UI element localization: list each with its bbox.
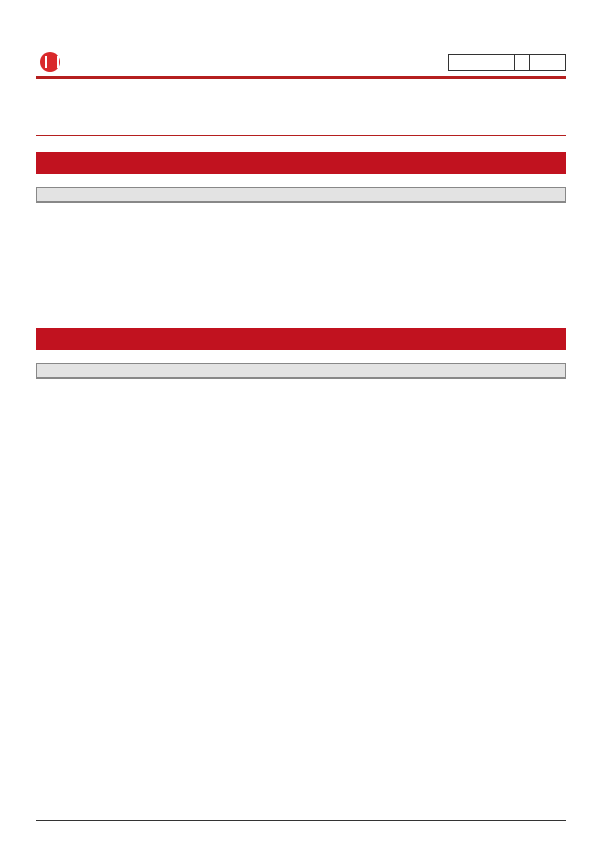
base-metals-comment-block: [36, 363, 566, 379]
section-title-base-metals: [36, 328, 566, 350]
gold-comment-block: [36, 187, 566, 203]
report-header: [36, 48, 566, 76]
logo-emblem-icon: [40, 52, 60, 72]
base-metals-comment-heading: [37, 364, 565, 378]
title-box: [36, 76, 566, 136]
page-footer: [36, 820, 566, 824]
section-title-gold: [36, 152, 566, 174]
report-weekday: [514, 54, 566, 71]
company-logo: [36, 50, 64, 74]
gold-comment-heading: [37, 188, 565, 202]
